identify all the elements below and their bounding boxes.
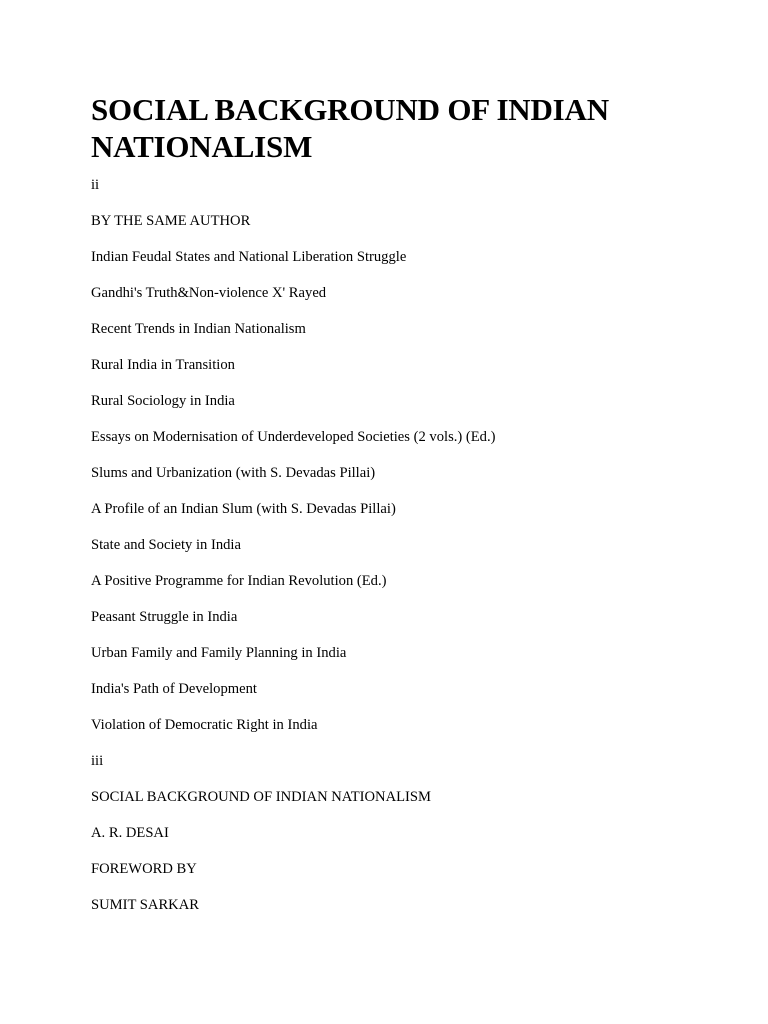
foreword-label: FOREWORD BY xyxy=(91,861,197,877)
page-number-ii: ii xyxy=(91,177,100,193)
book-title: Rural Sociology in India xyxy=(91,393,235,409)
book-title: Essays on Modernisation of Underdeveloped Societies (2 vols.) (Ed.) xyxy=(91,429,496,445)
book-title: Indian Feudal States and National Liberation Struggle xyxy=(91,249,407,265)
page-title: SOCIAL BACKGROUND OF INDIAN NATIONALISM xyxy=(91,92,609,164)
document-page xyxy=(91,91,731,914)
book-title: Peasant Struggle in India xyxy=(91,609,238,625)
text-lines xyxy=(91,177,731,914)
title-page-heading: SOCIAL BACKGROUND OF INDIAN NATIONALISM xyxy=(91,789,431,805)
foreword-author: SUMIT SARKAR xyxy=(91,897,199,913)
book-title: A Positive Programme for Indian Revolution (Ed.) xyxy=(91,573,387,589)
book-title: Rural India in Transition xyxy=(91,357,235,373)
book-title: Violation of Democratic Right in India xyxy=(91,717,318,733)
book-title: Slums and Urbanization (with S. Devadas Pillai) xyxy=(91,465,376,481)
book-title: Gandhi's Truth&Non-violence X' Rayed xyxy=(91,285,327,301)
by-same-author-heading: BY THE SAME AUTHOR xyxy=(91,213,251,229)
book-title: Recent Trends in Indian Nationalism xyxy=(91,321,306,337)
book-title: India's Path of Development xyxy=(91,681,257,697)
author-name: A. R. DESAI xyxy=(91,825,169,841)
book-title: State and Society in India xyxy=(91,537,241,553)
page-number-iii: iii xyxy=(91,753,104,769)
book-title: Urban Family and Family Planning in India xyxy=(91,645,347,661)
book-title: A Profile of an Indian Slum (with S. Devadas Pillai) xyxy=(91,501,396,517)
